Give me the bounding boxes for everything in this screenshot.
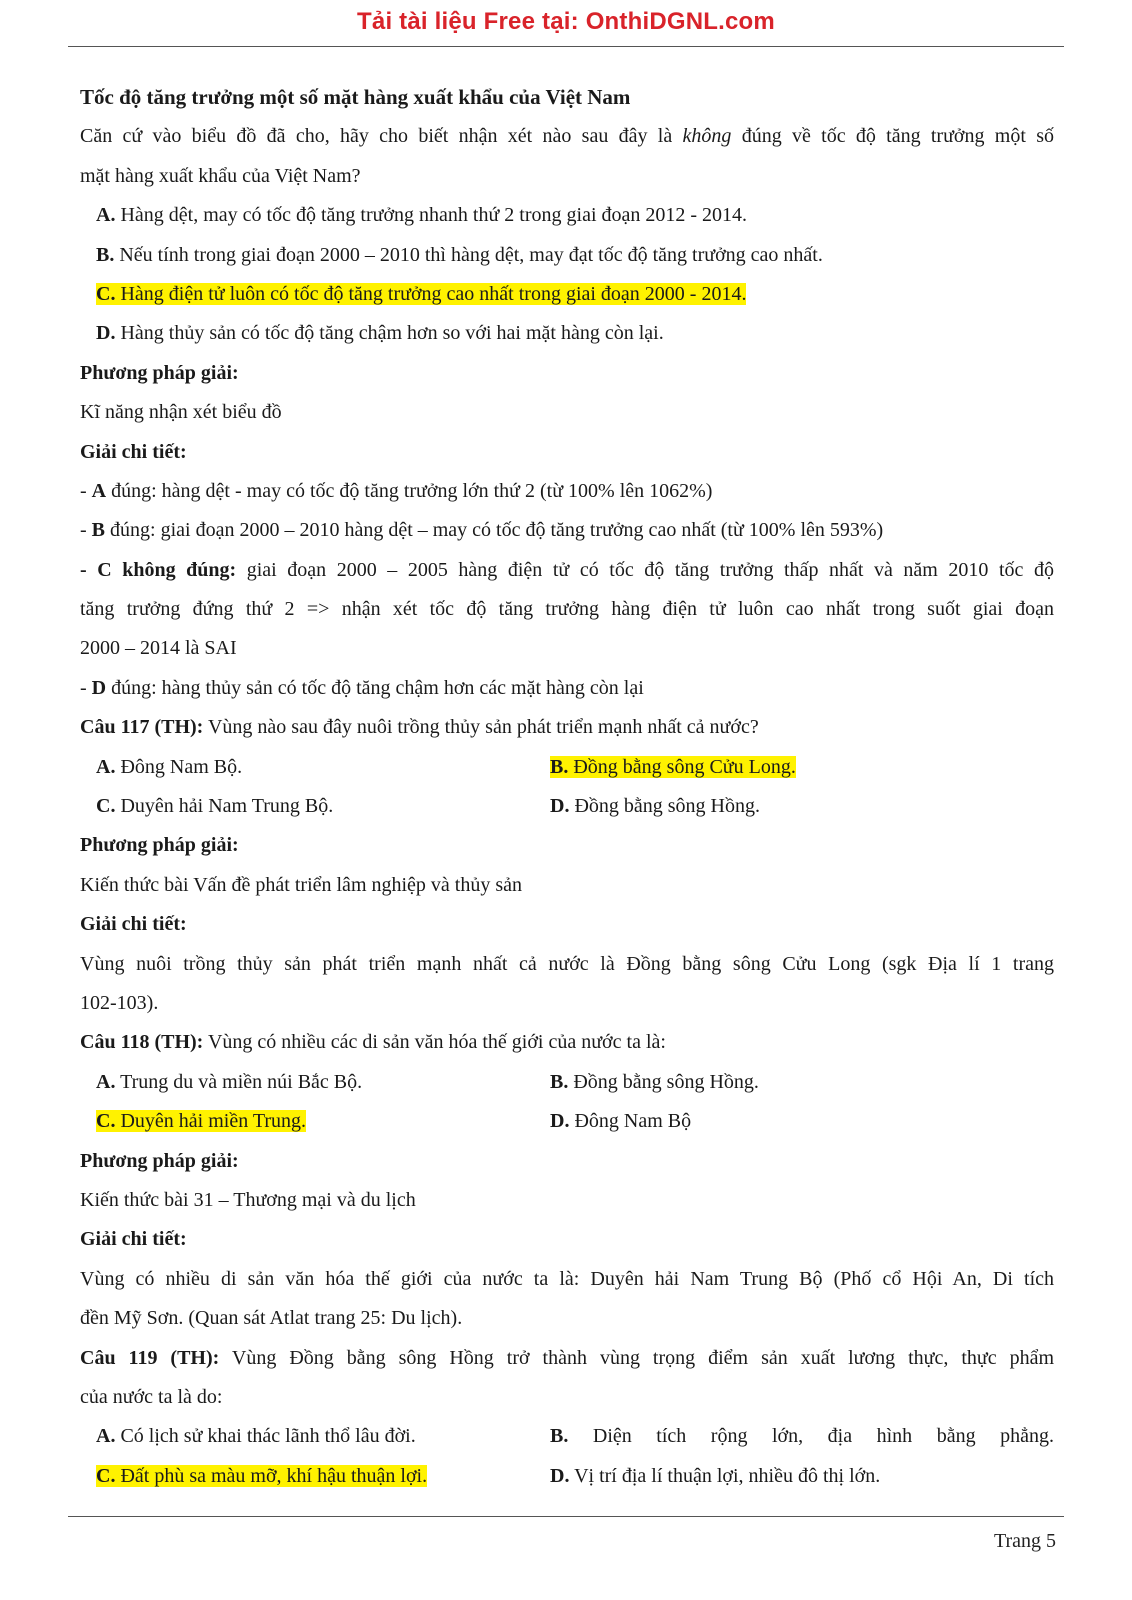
detail-c: - C không đúng: giai đoạn 2000 – 2005 hàng điện tử có tốc độ tăng trưởng thấp nhất và năm 2010 tốc độ [80, 558, 1054, 581]
option-c-answer: C. Duyên hải miền Trung. [96, 1110, 307, 1133]
option-c-answer: C. Hàng điện tử luôn có tốc độ tăng trưởng cao nhất trong giai đoạn 2000 - 2014. [96, 282, 747, 305]
question-119-cont: của nước ta là do: [80, 1385, 223, 1408]
options-row-1 [80, 1417, 1054, 1456]
section-title: Tốc độ tăng trưởng một số mặt hàng xuất khẩu của Việt Nam [80, 85, 631, 109]
bottom-divider [68, 1516, 1064, 1517]
site-banner[interactable]: Tải tài liệu Free tại: OnthiDGNL.com [357, 8, 775, 35]
method-text: Kiến thức bài Vấn đề phát triển lâm nghiệp và thủy sản [80, 873, 523, 896]
detail-text: Vùng nuôi trồng thủy sản phát triển mạnh nhất cả nước là Đồng bằng sông Cửu Long (sgk Địa lí 1 trang [80, 952, 1054, 975]
detail-text: Vùng có nhiều di sản văn hóa thế giới của nước ta là: Duyên hải Nam Trung Bộ (Phố cổ Hội An, Di tích [80, 1267, 1054, 1290]
options-row-2 [80, 1457, 1054, 1496]
option-b: B. Đồng bằng sông Hồng. [550, 1070, 759, 1093]
method-text: Kĩ năng nhận xét biểu đồ [80, 401, 282, 424]
detail-heading: Giải chi tiết: [80, 913, 187, 936]
option-d: D. Hàng thủy sản có tốc độ tăng chậm hơn so với hai mặt hàng còn lại. [96, 322, 664, 345]
detail-a: - A đúng: hàng dệt - may có tốc độ tăng trưởng lớn thứ 2 (từ 100% lên 1062%) [80, 479, 713, 502]
option-a: A. Đông Nam Bộ. [96, 755, 243, 778]
option-b-answer: B. Đồng bằng sông Cửu Long. [550, 755, 796, 778]
detail-heading: Giải chi tiết: [80, 1228, 187, 1251]
option-c: C. Duyên hải Nam Trung Bộ. [96, 795, 334, 818]
page-number: Trang 5 [993, 1530, 1056, 1552]
detail-c-end: 2000 – 2014 là SAI [80, 637, 237, 660]
question-stem-cont: mặt hàng xuất khẩu của Việt Nam? [80, 164, 361, 187]
option-a: A. Có lịch sử khai thác lãnh thổ lâu đời. [96, 1425, 416, 1448]
option-a: A. Hàng dệt, may có tốc độ tăng trưởng nhanh thứ 2 trong giai đoạn 2012 - 2014. [96, 204, 748, 227]
options-row-1 [80, 748, 1054, 787]
emphasis-word: không [682, 125, 732, 148]
detail-c-cont: tăng trưởng đứng thứ 2 => nhận xét tốc độ tăng trưởng hàng điện tử luôn cao nhất trong suốt giai đoạn [80, 598, 1054, 621]
page-content [80, 78, 1054, 1496]
detail-d: - D đúng: hàng thủy sản có tốc độ tăng chậm hơn các mặt hàng còn lại [80, 676, 644, 699]
question-117: Câu 117 (TH): Vùng nào sau đây nuôi trồng thủy sản phát triển mạnh nhất cả nước? [80, 716, 759, 739]
options-row-1 [80, 1063, 1054, 1102]
options-row-2 [80, 1102, 1054, 1141]
detail-heading: Giải chi tiết: [80, 440, 187, 463]
option-b: B. Nếu tính trong giai đoạn 2000 – 2010 thì hàng dệt, may đạt tốc độ tăng trưởng cao nhất. [96, 243, 823, 266]
option-a: A. Trung du và miền núi Bắc Bộ. [96, 1070, 363, 1093]
question-118: Câu 118 (TH): Vùng có nhiều các di sản văn hóa thế giới của nước ta là: [80, 1031, 666, 1054]
question-stem: Căn cứ vào biểu đồ đã cho, hãy cho biết nhận xét nào sau đây là không đúng về tốc độ tăng trưởng một số [80, 125, 1054, 148]
question-119: Câu 119 (TH): Vùng Đồng bằng sông Hồng trở thành vùng trọng điểm sản xuất lương thực, thực phẩm [80, 1346, 1055, 1369]
option-d: D. Đông Nam Bộ [550, 1110, 692, 1133]
options-row-2 [80, 787, 1054, 826]
top-divider [68, 46, 1064, 47]
method-heading: Phương pháp giải: [80, 361, 239, 384]
method-heading: Phương pháp giải: [80, 1149, 239, 1172]
detail-text-cont: đền Mỹ Sơn. (Quan sát Atlat trang 25: Du lịch). [80, 1307, 463, 1330]
method-heading: Phương pháp giải: [80, 834, 239, 857]
option-d: D. Vị trí địa lí thuận lợi, nhiều đô thị lớn. [550, 1464, 881, 1487]
method-text: Kiến thức bài 31 – Thương mại và du lịch [80, 1188, 416, 1211]
detail-b: - B đúng: giai đoạn 2000 – 2010 hàng dệt – may có tốc độ tăng trưởng cao nhất (từ 100% lên 593%) [80, 519, 884, 542]
option-c-answer: C. Đất phù sa màu mỡ, khí hậu thuận lợi. [96, 1464, 428, 1487]
option-d: D. Đồng bằng sông Hồng. [550, 795, 760, 818]
detail-text-cont: 102-103). [80, 991, 159, 1014]
option-b: B. Diện tích rộng lớn, địa hình bằng phẳng. [550, 1425, 1054, 1448]
